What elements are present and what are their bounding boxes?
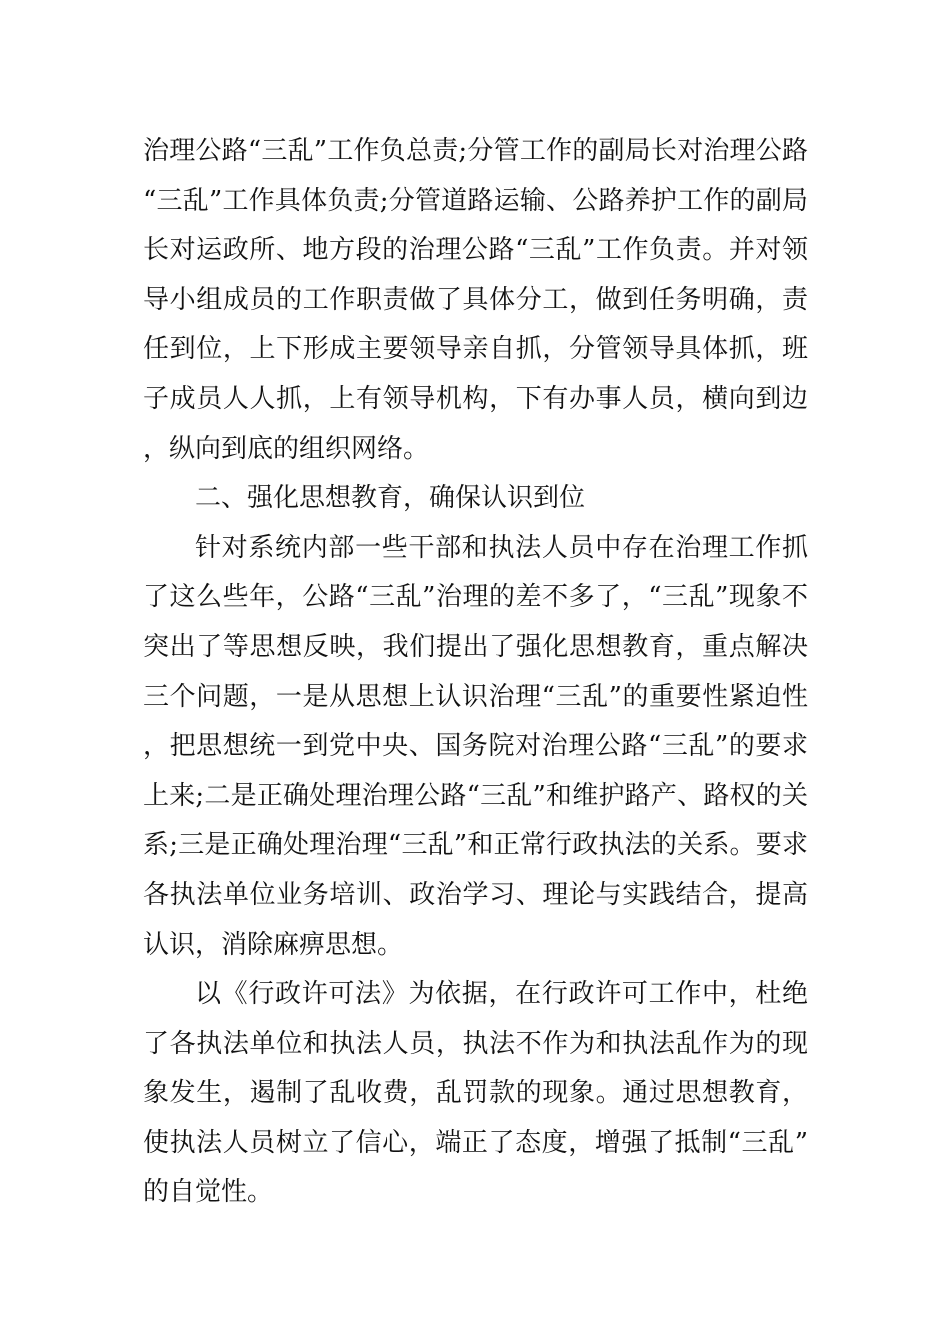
paragraph-thought-education: 针对系统内部一些干部和执法人员中存在治理工作抓了这么些年，公路“三乱”治理的差不多了，“三乱”现象不突出了等思想反映，我们提出了强化思想教育，重点解决三个问题，一是从思想上认识治理“三乱”的重要性紧迫性，把思想统一到党中央、国务院对治理公路“三乱”的要求上来;二是正确处理治理公路“三乱”和维护路产、路权的关系;三是正确处理治理“三乱”和正常行政执法的关系。要求各执法单位业务培训、政治学习、理论与实践结合，提高认识，消除麻痹思想。: [143, 532, 808, 960]
document-page: [143, 127, 808, 1218]
section-heading: 二、强化思想教育，确保认识到位: [195, 483, 586, 514]
paragraph-continued: 治理公路“三乱”工作负总责;分管工作的副局长对治理公路“三乱”工作具体负责;分管道路运输、公路养护工作的副局长对运政所、地方段的治理公路“三乱”工作负责。并对领导小组成员的工作职责做了具体分工，做到任务明确，责任到位，上下形成主要领导亲自抓，分管领导具体抓，班子成员人人抓，上有领导机构，下有办事人员，横向到边，纵向到底的组织网络。: [143, 136, 808, 464]
paragraph-administrative-license: 以《行政许可法》为依据，在行政许可工作中，杜绝了各执法单位和执法人员，执法不作为和执法乱作为的现象发生，遏制了乱收费，乱罚款的现象。通过思想教育，使执法人员树立了信心，端正了态度，增强了抵制“三乱”的自觉性。: [143, 979, 808, 1208]
